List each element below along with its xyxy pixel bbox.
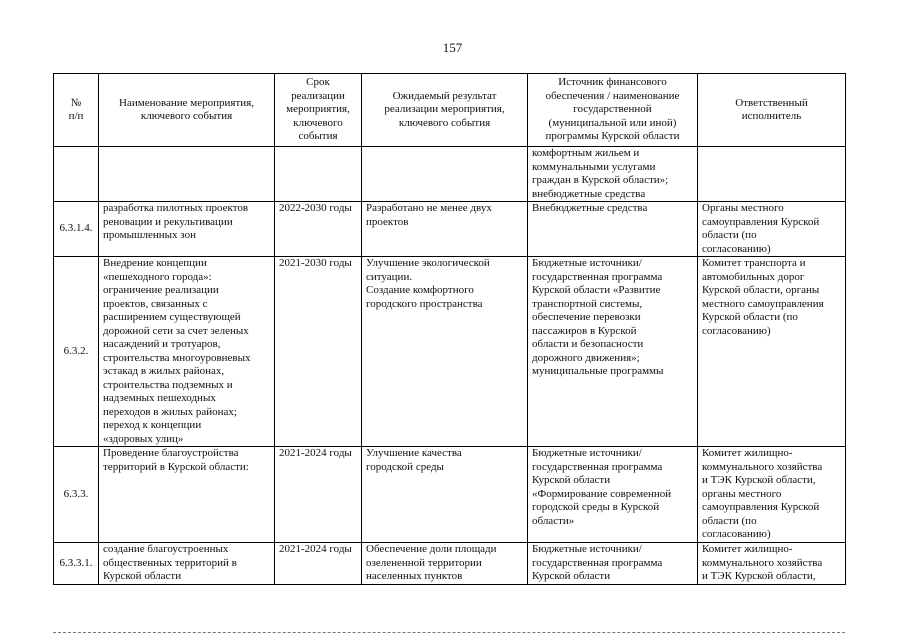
- row-responsible: Органы местного самоуправления Курской области (по согласованию): [698, 202, 846, 257]
- table-row: [54, 147, 846, 202]
- page-number: 157: [442, 40, 463, 55]
- row-period: 2021-2024 годы: [275, 543, 362, 585]
- row-number: 6.3.3.1.: [54, 543, 99, 585]
- row-period: 2021-2024 годы: [275, 447, 362, 543]
- table-row: [54, 202, 846, 257]
- row-event-name: Проведение благоустройства территорий в Курской области:: [99, 447, 275, 543]
- table-row: [54, 447, 846, 543]
- row-funding-source: Бюджетные источники/ государственная программа Курской области: [528, 543, 698, 585]
- row-funding-source: Бюджетные источники/ государственная программа Курской области «Формирование современной городской среды в Курской области»: [528, 447, 698, 543]
- row-expected-result: Разработано не менее двух проектов: [362, 202, 528, 257]
- header-number: № п/п: [54, 74, 99, 147]
- row-period: [275, 147, 362, 202]
- header-expected-result: Ожидаемый результат реализации мероприятия, ключевого события: [362, 74, 528, 147]
- header-period: Срок реализации мероприятия, ключевого события: [275, 74, 362, 147]
- row-number: [54, 147, 99, 202]
- row-expected-result: Улучшение экологической ситуации. Создание комфортного городского пространства: [362, 257, 528, 447]
- row-funding-source: комфортным жильем и коммунальными услугами граждан в Курской области»; внебюджетные средства: [528, 147, 698, 202]
- table-row: [54, 543, 846, 585]
- row-event-name: Внедрение концепции «пешеходного города»: ограничение реализации проектов, связанных с расширением существующей дорожной сети за счет зеленых насаждений и тротуаров, строительства многоуровневых эстакад в жилых районах, строительства подземных и надземных пешеходных переходов в жилых районах; переход к концепции «здоровых улиц»: [99, 257, 275, 447]
- row-event-name: разработка пилотных проектов реновации и рекультивации промышленных зон: [99, 202, 275, 257]
- row-responsible: Комитет транспорта и автомобильных дорог Курской области, органы местного самоуправления Курской области (по согласованию): [698, 257, 846, 447]
- header-event-name: Наименование мероприятия, ключевого события: [99, 74, 275, 147]
- header-funding-source: Источник финансового обеспечения / наименование государственной (муниципальной или иной) программы Курской области: [528, 74, 698, 147]
- row-event-name: создание благоустроенных общественных территорий в Курской области: [99, 543, 275, 585]
- row-responsible: Комитет жилищно- коммунального хозяйства и ТЭК Курской области, органы местного самоуправления Курской области (по согласованию): [698, 447, 846, 543]
- row-number: 6.3.3.: [54, 447, 99, 543]
- page-bottom-rule: [53, 632, 845, 633]
- row-funding-source: Внебюджетные средства: [528, 202, 698, 257]
- row-number: 6.3.1.4.: [54, 202, 99, 257]
- row-event-name: [99, 147, 275, 202]
- row-expected-result: [362, 147, 528, 202]
- row-period: 2022-2030 годы: [275, 202, 362, 257]
- row-period: 2021-2030 годы: [275, 257, 362, 447]
- table-row: [54, 257, 846, 447]
- table-header-row: [54, 74, 846, 147]
- row-responsible: [698, 147, 846, 202]
- row-expected-result: Улучшение качества городской среды: [362, 447, 528, 543]
- row-expected-result: Обеспечение доли площади озелененной территории населенных пунктов: [362, 543, 528, 585]
- header-responsible: Ответственный исполнитель: [698, 74, 846, 147]
- row-funding-source: Бюджетные источники/ государственная программа Курской области «Развитие транспортной системы, обеспечение перевозки пассажиров в Курской области и безопасности дорожного движения»; муниципальные программы: [528, 257, 698, 447]
- row-responsible: Комитет жилищно- коммунального хозяйства и ТЭК Курской области,: [698, 543, 846, 585]
- measures-table: [53, 73, 846, 585]
- row-number: 6.3.2.: [54, 257, 99, 447]
